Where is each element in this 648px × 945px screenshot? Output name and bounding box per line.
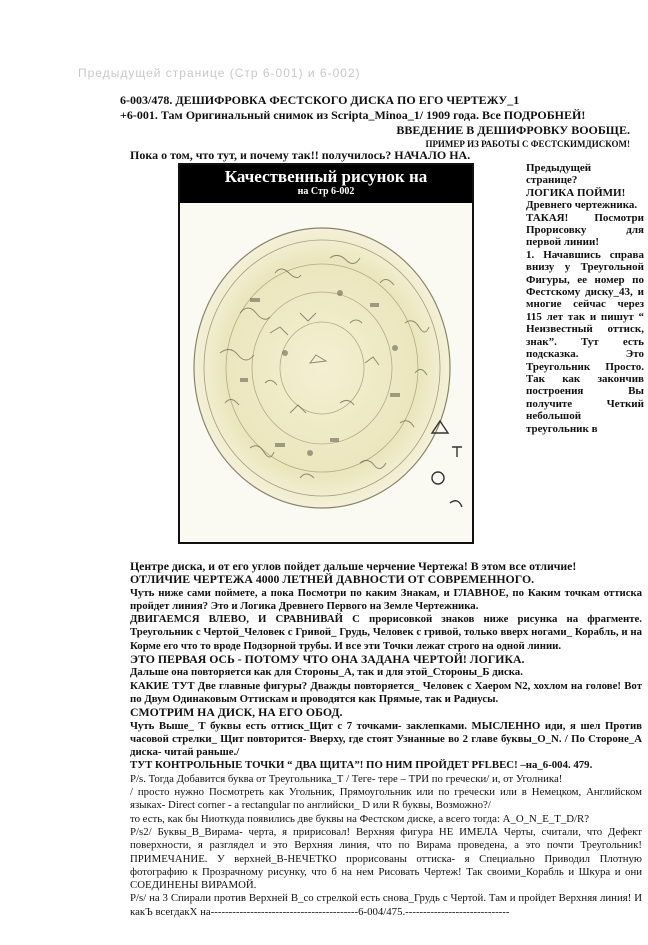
body-paragraph-6: Дальше она повторяется как для Стороны_А, так и для этой_Стороны_Б диска.: [130, 666, 523, 679]
body-paragraph-15: P/s/ на 3 Спирали против Верхней В_со стрелкой есть снова_Грудь с Чертой. Там и пройдет Верхняя линия! И какЪ всегдакХ на-----------------------------------------6-004/475.-----------------------------: [130, 892, 642, 918]
body-paragraph-1: Центре диска, и от его углов пойдет дальше черчение Чертежа! В этом все отличие!: [130, 559, 577, 573]
figure-caption-main: Качественный рисунок на: [224, 167, 428, 186]
disk-illustration-image: [180, 203, 472, 543]
side-text-5: 1. Начавшись справа внизу у Треугольной Фигуры, ее номер по Фестскому диску_43, и многие сейчас через 115 лет так и пишут “ Неизвестный оттиск, знак”. Тут есть подсказка. Это Треугольник Просто. Так как закончив построения Вы получите Четкий небольшой треугольник в: [526, 248, 644, 435]
title-block: [120, 93, 640, 150]
body-paragraph-7: КАКИЕ ТУТ Две главные фигуры? Дважды повторяется_ Человек с Хаером N2, хохлом на голове! Вот по Двум Одинаковым Оттискам и проводятся как Прямые, так и Радиусы.: [130, 679, 642, 705]
figure-caption: [180, 165, 472, 203]
title-line-2: +6-001. Там Оригинальный снимок из Scripta_Minoa_1/ 1909 года. Все ПОДРОБНЕЙ!: [120, 108, 586, 122]
body-paragraph-13: то есть, как бы Ниоткуда появились две буквы на Фестском диске, а всего тогда: A_O_N_E_T_D/R?: [130, 812, 590, 825]
body-paragraph-3: Чуть ниже сами поймете, а пока Посмотри по каким Знакам, и ГЛАВНОЕ, по Каким точкам оттиска пройдет линия? Это и Логика Древнего Первого на Земле Чертежника.: [130, 586, 642, 612]
body-text: [130, 560, 642, 919]
body-paragraph-2: ОТЛИЧИЕ ЧЕРТЕЖА 4000 ЛЕТНЕЙ ДАВНОСТИ ОТ СОВРЕМЕННОГО.: [130, 572, 535, 587]
side-column: [526, 162, 644, 435]
side-text-2: ЛОГИКА ПОЙМИ!: [526, 186, 626, 199]
intro-line: Пока о том, что тут, и почему так!! получилось? НАЧАЛО НА.: [130, 148, 471, 162]
body-paragraph-14: P/s2/ Буквы_В_Вирама- черта, я пририсовал! Верхняя фигура НЕ ИМЕЛА Черты, считали, что Дефект поверхности, я разглядел и это Верхняя линия, что по Вирама проведена, а это почти Треугольник! ПРИМЕЧАНИЕ. У верхней_В-НЕЧЕТКО прорисованы оттиска- я Специально Приводил Плотную фотографию к Прозрачному рисунку, что б на нем Рисовать Чертеж! Так своими_Корабль и Шкура и они СОЕДИНЕНЫ ВИРАМОЙ.: [130, 825, 642, 892]
title-line-3: ВВЕДЕНИЕ В ДЕШИФРОВКУ ВООБЩЕ.: [396, 123, 630, 137]
body-paragraph-12: / просто нужно Посмотреть как Угольник, Прямоугольник или по гречески или в Немецком, Английском языках- Direct corner - a rectangular по английски_ D или R буквы, Возможно?/: [130, 786, 642, 812]
faded-header: Предыдущей странице (Стр 6-001) и 6-002): [78, 66, 361, 80]
body-paragraph-11: P/s. Тогда Добавится буква от Треугольника_Т / Теге- тере – ТРИ по гречески/ и, от Уголника!: [130, 772, 563, 785]
side-text-3: Древнего чертежника.: [526, 199, 638, 212]
body-paragraph-5: ЭТО ПЕРВАЯ ОСЬ - ПОТОМУ ЧТО ОНА ЗАДАНА ЧЕРТОЙ! ЛОГИКА.: [130, 652, 525, 667]
figure-caption-sub: на Стр 6-002: [297, 186, 355, 197]
title-line-4: ПРИМЕР ИЗ РАБОТЫ С ФЕСТСКИМДИСКОМ!: [425, 139, 630, 149]
side-text-1: Предыдущей странице?: [526, 162, 592, 187]
body-paragraph-10: ТУТ КОНТРОЛЬНЫЕ ТОЧКИ “ ДВА ЩИТА”! ПО НИМ ПРОЙДЕТ PFLBEC! –на_6-004. 479.: [130, 759, 593, 772]
body-paragraph-9: Чуть Выше_ Т буквы есть оттиск_Щит с 7 точками- заклепками. МЫСЛЕННО иди, я шел Против часовой стрелки_ Щит повторится- Вверху, где стоят Узнанные во 2 главе буквы_О_N. / По Стороне_А диска- читай раньше./: [130, 719, 642, 759]
title-line-1: 6-003/478. ДЕШИФРОВКА ФЕСТСКОГО ДИСКА ПО ЕГО ЧЕРТЕЖУ_1: [120, 93, 520, 107]
body-paragraph-8: СМОТРИМ НА ДИСК, НА ЕГО ОБОД.: [130, 705, 343, 720]
side-text-4: ТАКАЯ! Посмотри Прорисовку для первой линии!: [526, 211, 644, 249]
phaistos-disk-figure: [178, 163, 474, 544]
disk-drawing: [180, 203, 472, 543]
body-paragraph-4: ДВИГАЕМСЯ ВЛЕВО, И СРАВНИВАЙ С прорисовкой знаков ниже рисунка на фрагменте. Треугольник с Чертой_Человек с Гривой_ Грудь, Человек с гривой, только вверх ногами_ Корабль, и на Корме его что то вроде Подзорной трубы. И все эти Точки лежат строго на одной линии.: [130, 613, 642, 652]
